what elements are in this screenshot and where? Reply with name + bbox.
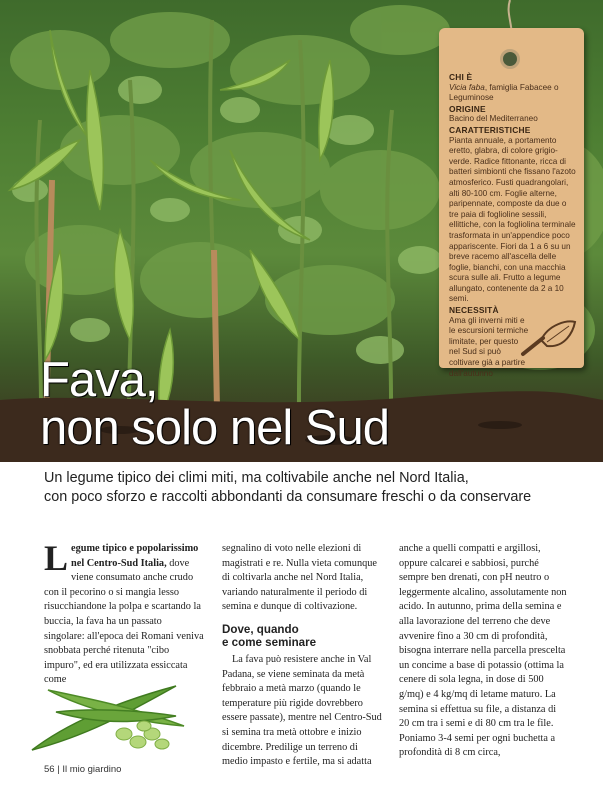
tag-heading-origine: ORIGINE xyxy=(449,103,486,114)
tag-species-name: Vicia faba xyxy=(449,82,485,92)
tag-heading-chi-e: CHI È xyxy=(449,72,473,82)
info-tag xyxy=(439,28,584,378)
article-column-3 xyxy=(399,542,567,761)
tag-heading-caratteristiche: CARATTERISTICHE xyxy=(449,124,531,135)
tag-body-caratteristiche: Pianta annuale, a portamento eretto, glabra, di colore grigio-verde. Radice fittonante, ricca di batteri simbionti che fissano l'azoto atmosferico. Fusti quadrangolari, alti 80-100 cm. Foglie alterne, paripennate, composte da due o tre paia di foglioline sessili, ellittiche, con la fogliolina terminale trasformata in un'appendice poco appariscente. Fiori da 1 a 6 su un breve racemo all'ascella delle foglie, bianchi, con una macchia scura sulle ali. Frutto a legume allungato, contenente da 2 a 10 semi. xyxy=(449,135,576,304)
tag-heading-necessita: NECESSITÀ xyxy=(449,305,499,316)
tag-eyelet-icon xyxy=(500,49,520,69)
dropcap: L xyxy=(44,538,69,578)
article-paragraph-3: La fava può resistere anche in Val Padana, se viene seminata da metà febbraio a metà marzo (quando le temperature più rigide dovrebbero essere passate), mentre nel Centro-Sud si semina tra metà ottobre e inizio dicembre. Predilige un terreno di medio impasto e fertile, ma si adatta xyxy=(222,653,382,768)
lead-bold-text: egume tipico e popolarissimo nel Centro-Sud Italia, xyxy=(71,543,199,569)
page-title-line-2: non solo nel Sud xyxy=(40,401,390,455)
article-column-2 xyxy=(222,542,385,770)
tag-body-chi-e xyxy=(449,83,577,104)
article-paragraph-4: anche a quelli compatti e argillosi, oppure calcarei e sabbiosi, purché sempre ben drenati, con pH neutro o leggermente alcalino, assolutamente non acido. In autunno, prima della semina e alla lavorazione del terreno che deve avvenire fino a 30 cm di profondità, bisogna interrare nella parcella prescelta un concime a base di potassio (ottima la cenere di sola legna, in dose di 500 g/mq) e 4 kg/mq di letame maturo. La semina si effettua su file, a distanza di 20 cm tra i semi e di 80 cm tra le file. Poniamo 3-4 semi per ogni buchetta a profondità di 8 cm circa, xyxy=(399,543,567,759)
article-paragraph-2: segnalino di voto nelle elezioni di magistrati e re. Nulla vieta comunque di coltivarla anche nel Nord Italia, variando naturalmente il periodo di semina e dunque di coltivazione. xyxy=(222,543,377,613)
tag-family: , famiglia Fabacee o Leguminose xyxy=(449,82,559,103)
section-title-line-2: e come seminare xyxy=(222,635,317,649)
section-title-line-1: Dove, quando xyxy=(222,622,299,636)
page-folio: 56 | Il mio giardino xyxy=(44,764,122,775)
lead-rest-text: dove viene consumato anche crudo con il pecorino o si mangia lesso risucchiandone la polpa e scartando la buccia, la fava ha un passato singolare: all'epoca dei Romani veniva snobbata perché ritenuta "cibo impuro", ed era utilizzata essiccata come xyxy=(44,557,204,686)
trowel-icon xyxy=(519,318,577,358)
tag-body-necessita: Ama gli inverni miti e le escursioni termiche limitate, per questo nel Sud si può coltivare già a partire dall'autunno xyxy=(449,315,529,378)
subtitle xyxy=(44,469,574,507)
subtitle-line-1: Un legume tipico dei climi miti, ma coltivabile anche nel Nord Italia, xyxy=(44,470,469,486)
subtitle-line-2: con poco sforzo e raccolti abbondanti da consumare freschi o da conservare xyxy=(44,489,532,505)
page-title-line-1: Fava, xyxy=(40,353,158,407)
tag-body-origine: Bacino del Mediterraneo xyxy=(449,114,538,124)
page-title xyxy=(40,353,390,455)
fava-pods-photo xyxy=(26,664,186,756)
section-title xyxy=(222,623,385,649)
